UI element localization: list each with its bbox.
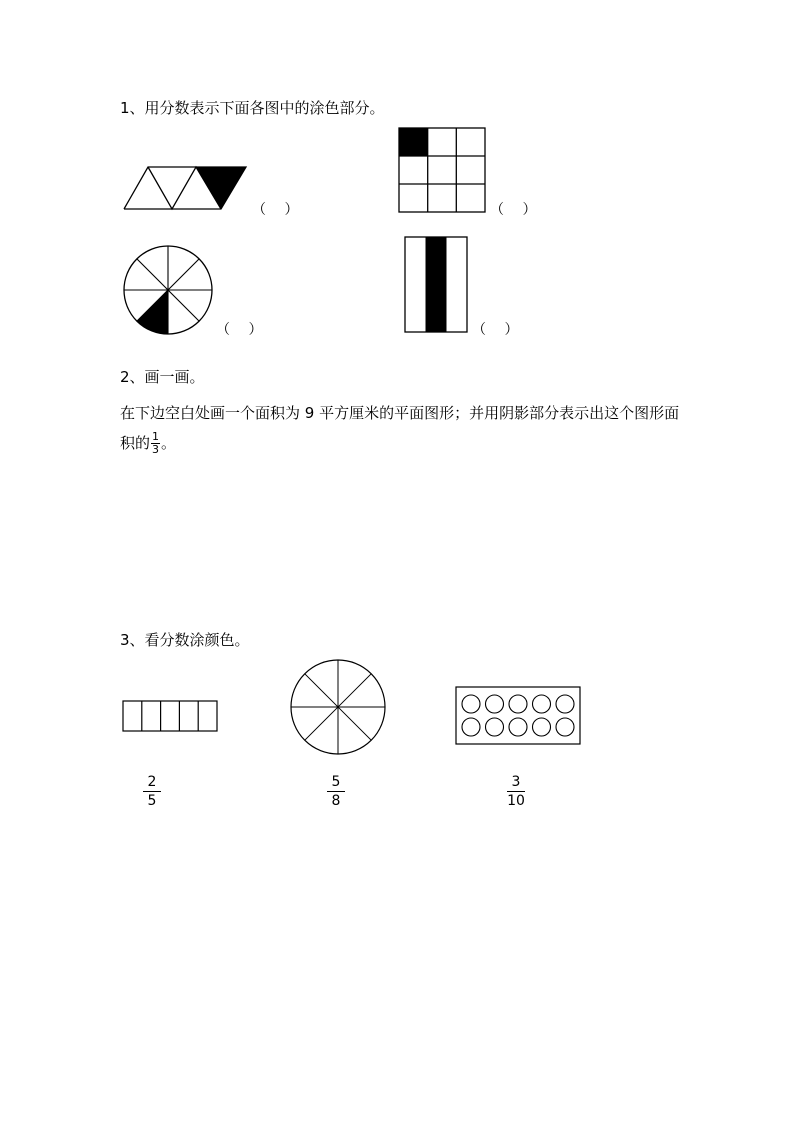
q2-fraction [151, 431, 160, 456]
shaded-stripe [426, 237, 447, 332]
q2-text-end: 。 [161, 434, 177, 452]
fraction-denominator: 5 [147, 793, 157, 809]
small-circle [486, 718, 504, 736]
stripe-figure [404, 236, 468, 333]
q2-fraction-numerator: 1 [152, 430, 160, 443]
eight-sector-circle[interactable] [289, 658, 387, 756]
q2-title: 2、画一画。 [120, 368, 205, 386]
drawing-area[interactable] [120, 470, 680, 620]
fraction-denominator: 10 [507, 793, 525, 809]
q2-fraction-denominator: 3 [152, 443, 160, 456]
fraction-five-eighths [321, 774, 351, 809]
shaded-cell [399, 128, 428, 156]
q2-text: 在下边空白处画一个面积为 9 平方厘米的平面图形；并用阴影部分表示出这个图形面积的 [120, 404, 680, 452]
blank-4[interactable]: （ ） [472, 322, 519, 338]
small-circle [509, 718, 527, 736]
blank-2[interactable]: （ ） [490, 202, 537, 218]
q1-title: 1、用分数表示下面各图中的涂色部分。 [120, 99, 385, 117]
small-circle [556, 695, 574, 713]
small-circle [556, 718, 574, 736]
small-circle [533, 718, 551, 736]
blank-1[interactable]: （ ） [252, 202, 299, 218]
q2-instruction [120, 398, 680, 458]
circle-figure [122, 244, 214, 336]
fraction-two-fifths [137, 774, 167, 809]
shaded-triangle [196, 167, 246, 209]
small-circle [533, 695, 551, 713]
small-circle [462, 718, 480, 736]
blank-3[interactable]: （ ） [216, 322, 263, 338]
shaded-sector [137, 290, 168, 334]
small-circle [486, 695, 504, 713]
ten-circles-box[interactable] [455, 686, 581, 745]
fraction-denominator: 8 [331, 793, 341, 809]
fraction-three-tenths [501, 774, 531, 809]
five-cell-strip[interactable] [122, 700, 218, 732]
triangle-figure [122, 165, 247, 211]
small-circle [509, 695, 527, 713]
q3-title: 3、看分数涂颜色。 [120, 631, 250, 649]
strip-outline [123, 701, 217, 731]
fraction-numerator: 2 [143, 774, 161, 792]
small-circle [462, 695, 480, 713]
grid-figure [398, 127, 486, 213]
fraction-numerator: 5 [327, 774, 345, 792]
fraction-numerator: 3 [507, 774, 525, 792]
